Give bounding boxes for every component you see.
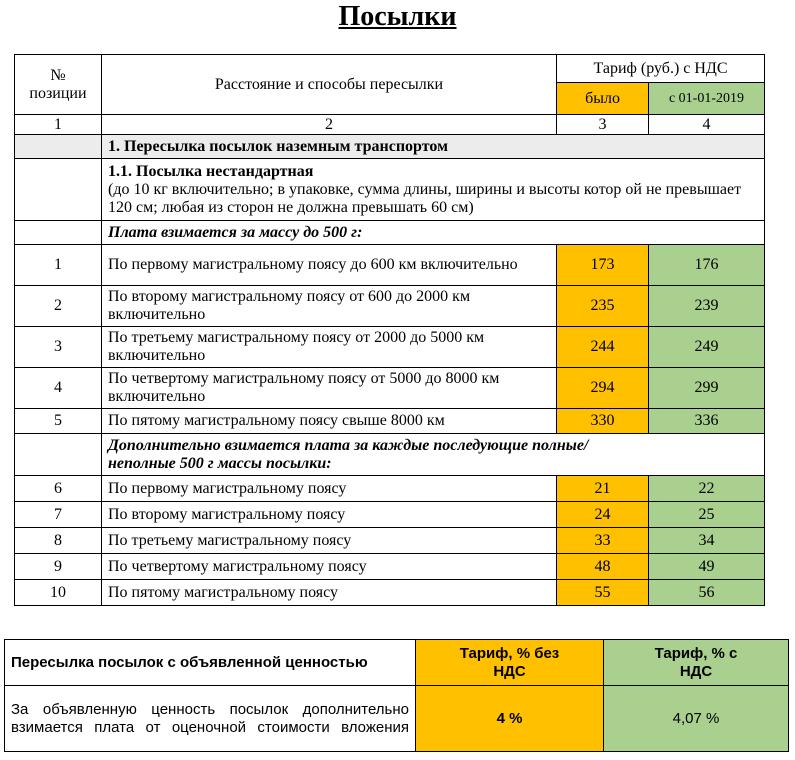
table-row (15, 476, 765, 502)
tariff-vat-header: Тариф, % с НДС (604, 640, 789, 686)
value-no-vat: 4 % (416, 686, 604, 752)
row-description: По пятому магистральному поясу (102, 580, 557, 606)
row-number: 6 (15, 476, 102, 502)
page-title: Посылки (338, 1, 457, 32)
table-row (15, 580, 765, 606)
row-was-value: 33 (557, 528, 649, 554)
row-was-value: 330 (557, 409, 649, 434)
declared-value-table (4, 639, 789, 752)
header-distance: Расстояние и способы пересылки (102, 55, 557, 115)
row-description: По первому магистральному поясу (102, 476, 557, 502)
row-was-value: 294 (557, 368, 649, 409)
row-number: 8 (15, 528, 102, 554)
table-row (15, 502, 765, 528)
row-now-value: 22 (649, 476, 765, 502)
row-was-value: 244 (557, 327, 649, 368)
colnum-2: 2 (102, 115, 557, 135)
row-number: 7 (15, 502, 102, 528)
row-was-value: 173 (557, 245, 649, 286)
row-number: 9 (15, 554, 102, 580)
row-description: По пятому магистральному поясу свыше 8000 км (102, 409, 557, 434)
row-now-value: 49 (649, 554, 765, 580)
row-description: По первому магистральному поясу до 600 км включительно (102, 245, 557, 286)
table-row (15, 245, 765, 286)
group1-title: Плата взимается за массу до 500 г: (102, 221, 765, 245)
subsection-note: (до 10 кг включительно; в упаковке, сумма длины, ширины и высоты котор ой не превышает 120 см; любая из сторон не должна превышать 60 см) (108, 180, 742, 216)
row-number: 10 (15, 580, 102, 606)
row-description: По третьему магистральному поясу от 2000 до 5000 км включительно (102, 327, 557, 368)
row-was-value: 48 (557, 554, 649, 580)
row-description: По четвертому магистральному поясу (102, 554, 557, 580)
row-number: 1 (15, 245, 102, 286)
row-was-value: 55 (557, 580, 649, 606)
section-title: 1. Пересылка посылок наземным транспортом (102, 135, 765, 159)
row-now-value: 336 (649, 409, 765, 434)
row-now-value: 34 (649, 528, 765, 554)
colnum-4: 4 (649, 115, 765, 135)
row-number: 3 (15, 327, 102, 368)
row-description: По второму магистральному поясу (102, 502, 557, 528)
table-row (15, 554, 765, 580)
row-was-value: 24 (557, 502, 649, 528)
header-since-date: с 01-01-2019 (649, 83, 765, 115)
table-row (15, 286, 765, 327)
row-number: 5 (15, 409, 102, 434)
group2-title: Дополнительно взимается плата за каждые последующие полные/неполные 500 г массы посылки: (102, 434, 765, 476)
row-description: По четвертому магистральному поясу от 5000 до 8000 км включительно (102, 368, 557, 409)
row-now-value: 249 (649, 327, 765, 368)
declared-value-description: За объявленную ценность посылок дополнительно взимается плата от оценочной стоимости вложения (5, 686, 416, 752)
row-description: По второму магистральному поясу от 600 до 2000 км включительно (102, 286, 557, 327)
header-tariff: Тариф (руб.) с НДС (557, 55, 765, 83)
table-row (15, 528, 765, 554)
row-number: 4 (15, 368, 102, 409)
table-row (15, 368, 765, 409)
table-row (15, 409, 765, 434)
row-now-value: 25 (649, 502, 765, 528)
header-was: было (557, 83, 649, 115)
row-now-value: 176 (649, 245, 765, 286)
subsection-block (102, 159, 765, 221)
value-vat: 4,07 % (604, 686, 789, 752)
row-was-value: 21 (557, 476, 649, 502)
tariff-table (14, 54, 765, 606)
table-row (15, 327, 765, 368)
row-now-value: 56 (649, 580, 765, 606)
row-now-value: 239 (649, 286, 765, 327)
colnum-1: 1 (15, 115, 102, 135)
header-position-number: № позиции (15, 55, 102, 115)
colnum-3: 3 (557, 115, 649, 135)
row-was-value: 235 (557, 286, 649, 327)
row-description: По третьему магистральному поясу (102, 528, 557, 554)
subsection-title: 1.1. Посылка нестандартная (108, 162, 314, 180)
declared-value-header: Пересылка посылок с объявленной ценностью (5, 640, 416, 686)
tariff-no-vat-header: Тариф, % без НДС (416, 640, 604, 686)
row-now-value: 299 (649, 368, 765, 409)
row-number: 2 (15, 286, 102, 327)
